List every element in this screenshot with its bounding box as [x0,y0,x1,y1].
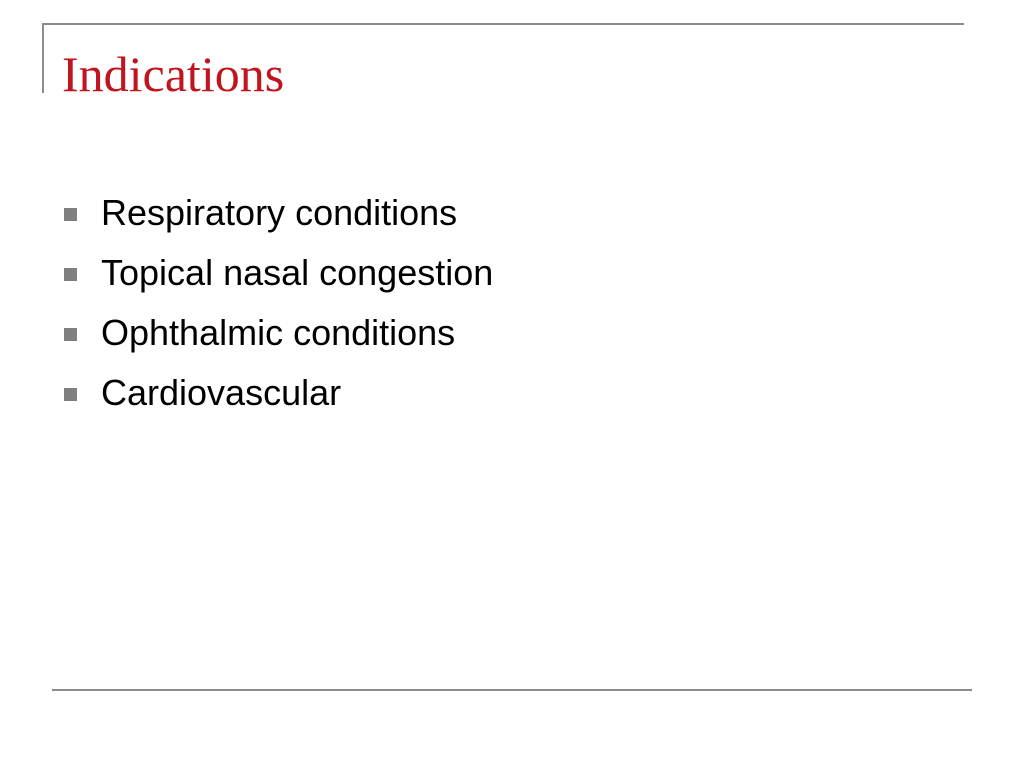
bullet-text: Respiratory conditions [101,192,458,233]
square-bullet-icon [64,268,77,281]
square-bullet-icon [64,328,77,341]
bullet-text: Cardiovascular [101,372,342,413]
frame-top-line [42,23,964,25]
frame-left-line [42,23,44,93]
bullet-text: Ophthalmic conditions [101,312,456,353]
frame-bottom-line [52,689,972,691]
square-bullet-icon [64,208,77,221]
square-bullet-icon [64,388,77,401]
slide-title: Indications [62,46,285,102]
bullet-text: Topical nasal congestion [101,252,494,293]
